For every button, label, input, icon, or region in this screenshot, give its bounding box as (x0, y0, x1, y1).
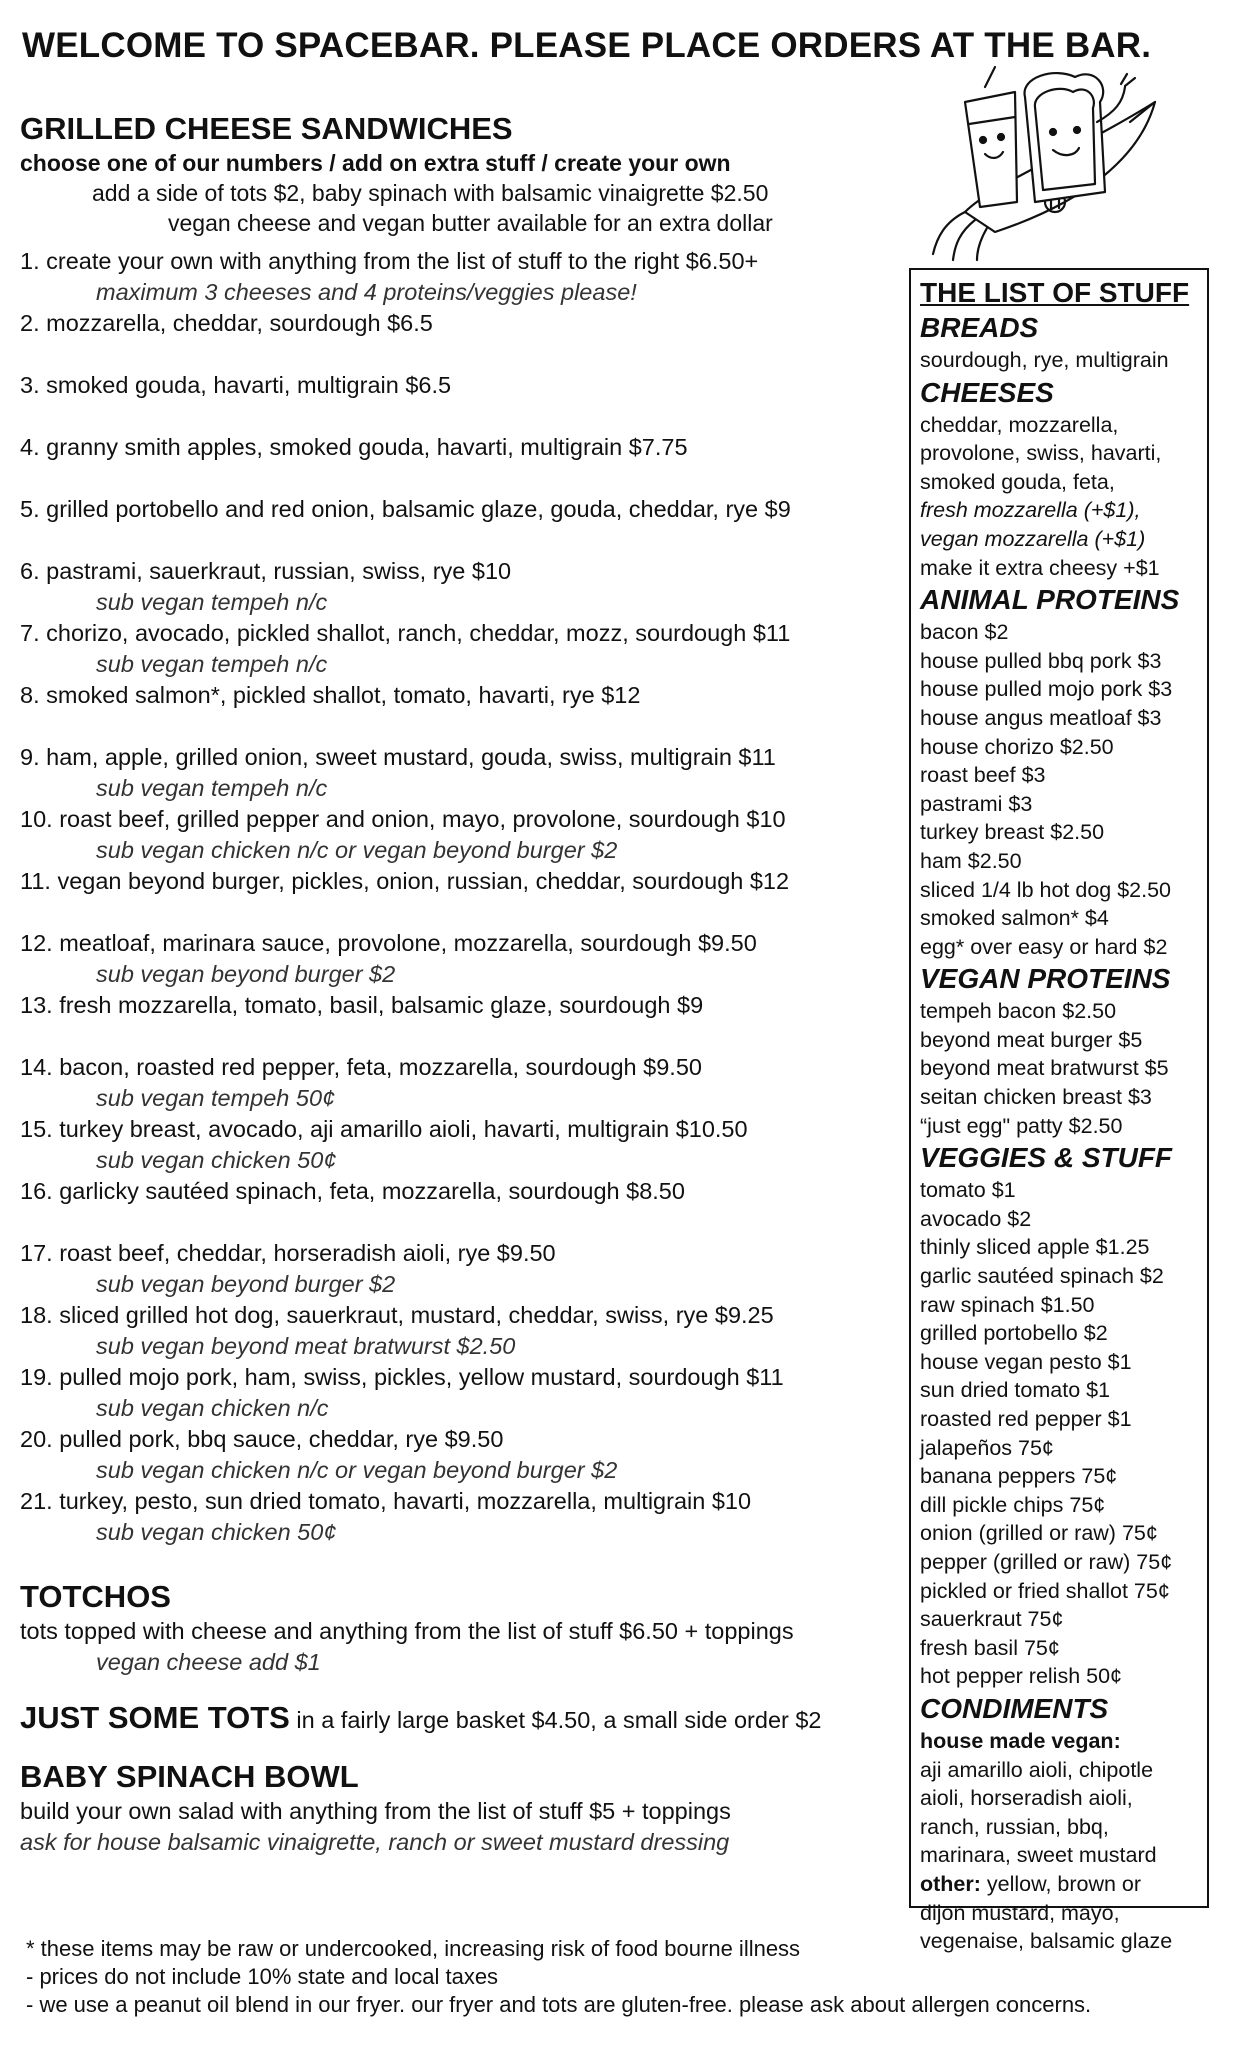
sandwich-item (20, 804, 900, 866)
veggie-item: jalapeños 75¢ (920, 1435, 1054, 1460)
condiments-house-label: house made vegan: (920, 1728, 1121, 1753)
veggie-item: roasted red pepper $1 (920, 1407, 1132, 1431)
veggie-item: dill pickle chips 75¢ (920, 1492, 1106, 1517)
sandwich-item (20, 1176, 900, 1207)
sandwich-item-text: 15. turkey breast, avocado, aji amarillo aioli, havarti, multigrain $10.50 (20, 1116, 748, 1142)
sandwich-item-text: 9. ham, apple, grilled onion, sweet mustard, gouda, swiss, multigrain $11 (20, 744, 776, 770)
vegan-protein-item: beyond meat bratwurst $5 (920, 1056, 1169, 1081)
sandwich-item (20, 990, 900, 1021)
cheese-line: smoked gouda, feta, (920, 469, 1115, 494)
sandwich-item (20, 1052, 900, 1114)
just-some-tots (20, 1700, 900, 1736)
animal-protein-item: turkey breast $2.50 (920, 820, 1105, 845)
grilled-cheese-note-vegan: vegan cheese and vegan butter available for an extra dollar (168, 210, 773, 236)
animal-protein-item: egg* over easy or hard $2 (920, 934, 1168, 959)
sandwich-item-text: 20. pulled pork, bbq sauce, cheddar, rye $9.50 (20, 1426, 504, 1452)
spinach-bowl-description: build your own salad with anything from the list of stuff $5 + toppings (20, 1798, 731, 1824)
sandwich-item-vegan-sub: sub vegan chicken n/c or vegan beyond burger $2 (96, 1457, 618, 1483)
breads-list: sourdough, rye, multigrain (920, 348, 1169, 372)
sandwich-item (20, 1486, 900, 1548)
cheese-line: cheddar, mozzarella, (920, 412, 1119, 437)
sandwich-item (20, 680, 900, 711)
veggies-heading: VEGGIES & STUFF (920, 1142, 1173, 1174)
sandwich-item-text: 16. garlicky sautéed spinach, feta, mozzarella, sourdough $8.50 (20, 1178, 685, 1204)
veggie-item: banana peppers 75¢ (920, 1464, 1118, 1489)
spinach-bowl-title: BABY SPINACH BOWL (20, 1759, 359, 1794)
sandwich-item-text: 6. pastrami, sauerkraut, russian, swiss, rye $10 (20, 558, 512, 584)
sandwich-item-text: 12. meatloaf, marinara sauce, provolone, mozzarella, sourdough $9.50 (20, 930, 757, 956)
grilled-cheese-note-sides: add a side of tots $2, baby spinach with balsamic vinaigrette $2.50 (92, 180, 769, 206)
sandwich-item-text: 10. roast beef, grilled pepper and onion, mayo, provolone, sourdough $10 (20, 806, 786, 832)
totchos-title: TOTCHOS (20, 1579, 171, 1614)
footer-note-raw: * these items may be raw or undercooked, increasing risk of food bourne illness (26, 1936, 801, 1961)
veggies-list (920, 1176, 1207, 1691)
animal-protein-item: ham $2.50 (920, 848, 1022, 873)
veggie-item: pickled or fried shallot 75¢ (920, 1578, 1170, 1603)
animal-protein-item: roast beef $3 (920, 763, 1046, 788)
sandwich-item (20, 1114, 900, 1176)
animal-protein-item: house chorizo $2.50 (920, 734, 1114, 759)
condiments-other-line: dijon mustard, mayo, (920, 1900, 1120, 1925)
main-menu-column (20, 110, 900, 1858)
animal-protein-item: house pulled mojo pork $3 (920, 677, 1173, 702)
tots-title: JUST SOME TOTS (20, 1700, 290, 1735)
animal-protein-item: pastrami $3 (920, 791, 1033, 816)
vegan-proteins-heading: VEGAN PROTEINS (920, 963, 1171, 995)
animal-protein-item: house angus meatloaf $3 (920, 705, 1162, 730)
sandwich-item (20, 308, 900, 339)
sandwich-item-text: 1. create your own with anything from the list of stuff to the right $6.50+ (20, 248, 759, 274)
cheese-premium-line: vegan mozzarella (+$1) (920, 526, 1146, 551)
sandwich-item-text: 11. vegan beyond burger, pickles, onion, russian, cheddar, sourdough $12 (20, 868, 790, 894)
condiments-house-line: aji amarillo aioli, chipotle (920, 1757, 1154, 1782)
cheeses-heading: CHEESES (920, 376, 1054, 408)
sandwich-item (20, 246, 900, 308)
list-of-stuff-title: THE LIST OF STUFF (920, 277, 1190, 308)
condiments-other-line: vegenaise, balsamic glaze (920, 1929, 1173, 1954)
sandwich-item-vegan-sub: sub vegan tempeh n/c (96, 651, 328, 677)
sandwich-item-text: 19. pulled mojo pork, ham, swiss, pickles, yellow mustard, sourdough $11 (20, 1364, 784, 1390)
sandwich-item-text: 18. sliced grilled hot dog, sauerkraut, mustard, cheddar, swiss, rye $9.25 (20, 1302, 774, 1328)
sandwich-item (20, 494, 900, 525)
grilled-cheese-title: GRILLED CHEESE SANDWICHES (20, 111, 513, 146)
cheese-premium-line: fresh mozzarella (+$1), (920, 498, 1141, 523)
sandwich-item-text: 5. grilled portobello and red onion, balsamic glaze, gouda, cheddar, rye $9 (20, 496, 791, 522)
sandwich-item-text: 4. granny smith apples, smoked gouda, havarti, multigrain $7.75 (20, 434, 688, 460)
footer-note-allergens: - we use a peanut oil blend in our fryer. our fryer and tots are gluten-free. please ask about allergen concerns. (26, 1992, 1092, 2017)
veggie-item: sun dried tomato $1 (920, 1378, 1111, 1403)
sandwich-item-text: 14. bacon, roasted red pepper, feta, mozzarella, sourdough $9.50 (20, 1054, 702, 1080)
sandwich-item-vegan-sub: sub vegan tempeh 50¢ (96, 1085, 336, 1111)
sandwich-item (20, 1424, 900, 1486)
sandwich-item-text: 8. smoked salmon*, pickled shallot, tomato, havarti, rye $12 (20, 682, 641, 708)
condiments-other-first: yellow, brown or (980, 1871, 1142, 1896)
vegan-protein-item: seitan chicken breast $3 (920, 1085, 1152, 1110)
animal-proteins-heading: ANIMAL PROTEINS (920, 584, 1180, 616)
sandwich-item-vegan-sub: sub vegan chicken n/c or vegan beyond burger $2 (96, 837, 618, 863)
sandwich-item (20, 556, 900, 618)
vegan-protein-item: beyond meat burger $5 (920, 1027, 1143, 1052)
tots-description: in a fairly large basket $4.50, a small side order $2 (289, 1707, 822, 1733)
sandwich-list (20, 246, 900, 1548)
sandwich-item-vegan-sub: sub vegan beyond burger $2 (96, 1271, 396, 1297)
sandwich-item (20, 370, 900, 401)
sandwich-item (20, 928, 900, 990)
veggie-item: house vegan pesto $1 (920, 1349, 1132, 1374)
sandwich-item-vegan-sub: sub vegan chicken 50¢ (96, 1147, 337, 1173)
vegan-protein-item: “just egg" patty $2.50 (920, 1113, 1123, 1138)
sandwich-item (20, 432, 900, 463)
veggie-item: sauerkraut 75¢ (920, 1607, 1064, 1632)
sandwich-item-text: 2. mozzarella, cheddar, sourdough $6.5 (20, 310, 433, 336)
condiments-heading: CONDIMENTS (920, 1692, 1109, 1724)
sandwich-item (20, 742, 900, 804)
veggie-item: thinly sliced apple $1.25 (920, 1235, 1150, 1260)
sandwich-item-vegan-sub: sub vegan chicken n/c (96, 1395, 329, 1421)
sandwich-item (20, 1300, 900, 1362)
animal-protein-item: smoked salmon* $4 (920, 906, 1109, 931)
animal-protein-item: bacon $2 (920, 620, 1009, 645)
veggie-item: raw spinach $1.50 (920, 1292, 1095, 1317)
vegan-proteins-list (920, 997, 1207, 1140)
condiments-house-line: ranch, russian, bbq, (920, 1814, 1109, 1839)
animal-protein-item: house pulled bbq pork $3 (920, 648, 1162, 673)
sandwich-item (20, 1238, 900, 1300)
cheese-line: provolone, swiss, havarti, (920, 441, 1162, 466)
veggie-item: pepper (grilled or raw) 75¢ (920, 1549, 1173, 1574)
totchos-vegan-note: vegan cheese add $1 (96, 1649, 321, 1675)
condiments-house-line: marinara, sweet mustard (920, 1843, 1157, 1868)
sandwich-item-text: 17. roast beef, cheddar, horseradish aioli, rye $9.50 (20, 1240, 556, 1266)
veggie-item: tomato $1 (920, 1178, 1016, 1203)
footer-note-taxes: - prices do not include 10% state and local taxes (26, 1964, 499, 1989)
sandwich-item-vegan-sub: sub vegan chicken 50¢ (96, 1519, 337, 1545)
veggie-item: avocado $2 (920, 1206, 1032, 1231)
veggie-item: grilled portobello $2 (920, 1321, 1108, 1346)
sandwich-item-vegan-sub: sub vegan tempeh n/c (96, 775, 328, 801)
sandwich-item (20, 618, 900, 680)
sandwich-item-text: 21. turkey, pesto, sun dried tomato, havarti, mozzarella, multigrain $10 (20, 1488, 752, 1514)
spinach-bowl-dressing-note: ask for house balsamic vinaigrette, ranch or sweet mustard dressing (20, 1829, 730, 1855)
sandwich-item-text: 13. fresh mozzarella, tomato, basil, balsamic glaze, sourdough $9 (20, 992, 704, 1018)
breads-heading: BREADS (920, 312, 1039, 343)
sandwich-item-vegan-sub: sub vegan tempeh n/c (96, 589, 328, 615)
animal-protein-item: sliced 1/4 lb hot dog $2.50 (920, 877, 1172, 902)
totchos-description: tots topped with cheese and anything from the list of stuff $6.50 + toppings (20, 1618, 794, 1644)
vegan-protein-item: tempeh bacon $2.50 (920, 999, 1117, 1024)
sandwich-item-vegan-sub: maximum 3 cheeses and 4 proteins/veggies please! (96, 279, 637, 305)
condiments-other-label: other: (920, 1871, 981, 1896)
animal-proteins-list (920, 618, 1207, 961)
welcome-heading: WELCOME TO SPACEBAR. PLEASE PLACE ORDERS AT THE BAR. (22, 26, 1152, 65)
sandwich-item (20, 1362, 900, 1424)
sandwich-item-vegan-sub: sub vegan beyond burger $2 (96, 961, 396, 987)
condiments-house-line: aioli, horseradish aioli, (920, 1786, 1133, 1811)
list-of-stuff-box (909, 268, 1209, 1954)
sandwich-item-text: 7. chorizo, avocado, pickled shallot, ranch, cheddar, mozz, sourdough $11 (20, 620, 791, 646)
mascot-illustration (925, 62, 1175, 262)
veggie-item: onion (grilled or raw) 75¢ (920, 1521, 1158, 1546)
extra-cheesy-line: make it extra cheesy +$1 (920, 555, 1160, 580)
sandwich-item-text: 3. smoked gouda, havarti, multigrain $6.5 (20, 372, 452, 398)
veggie-item: fresh basil 75¢ (920, 1635, 1060, 1660)
veggie-item: hot pepper relish 50¢ (920, 1664, 1123, 1689)
grilled-cheese-subtitle: choose one of our numbers / add on extra stuff / create your own (20, 150, 731, 176)
condiments-other-line (920, 1870, 1207, 1899)
sandwich-item (20, 866, 900, 897)
sandwich-item-vegan-sub: sub vegan beyond meat bratwurst $2.50 (96, 1333, 516, 1359)
veggie-item: garlic sautéed spinach $2 (920, 1264, 1164, 1289)
